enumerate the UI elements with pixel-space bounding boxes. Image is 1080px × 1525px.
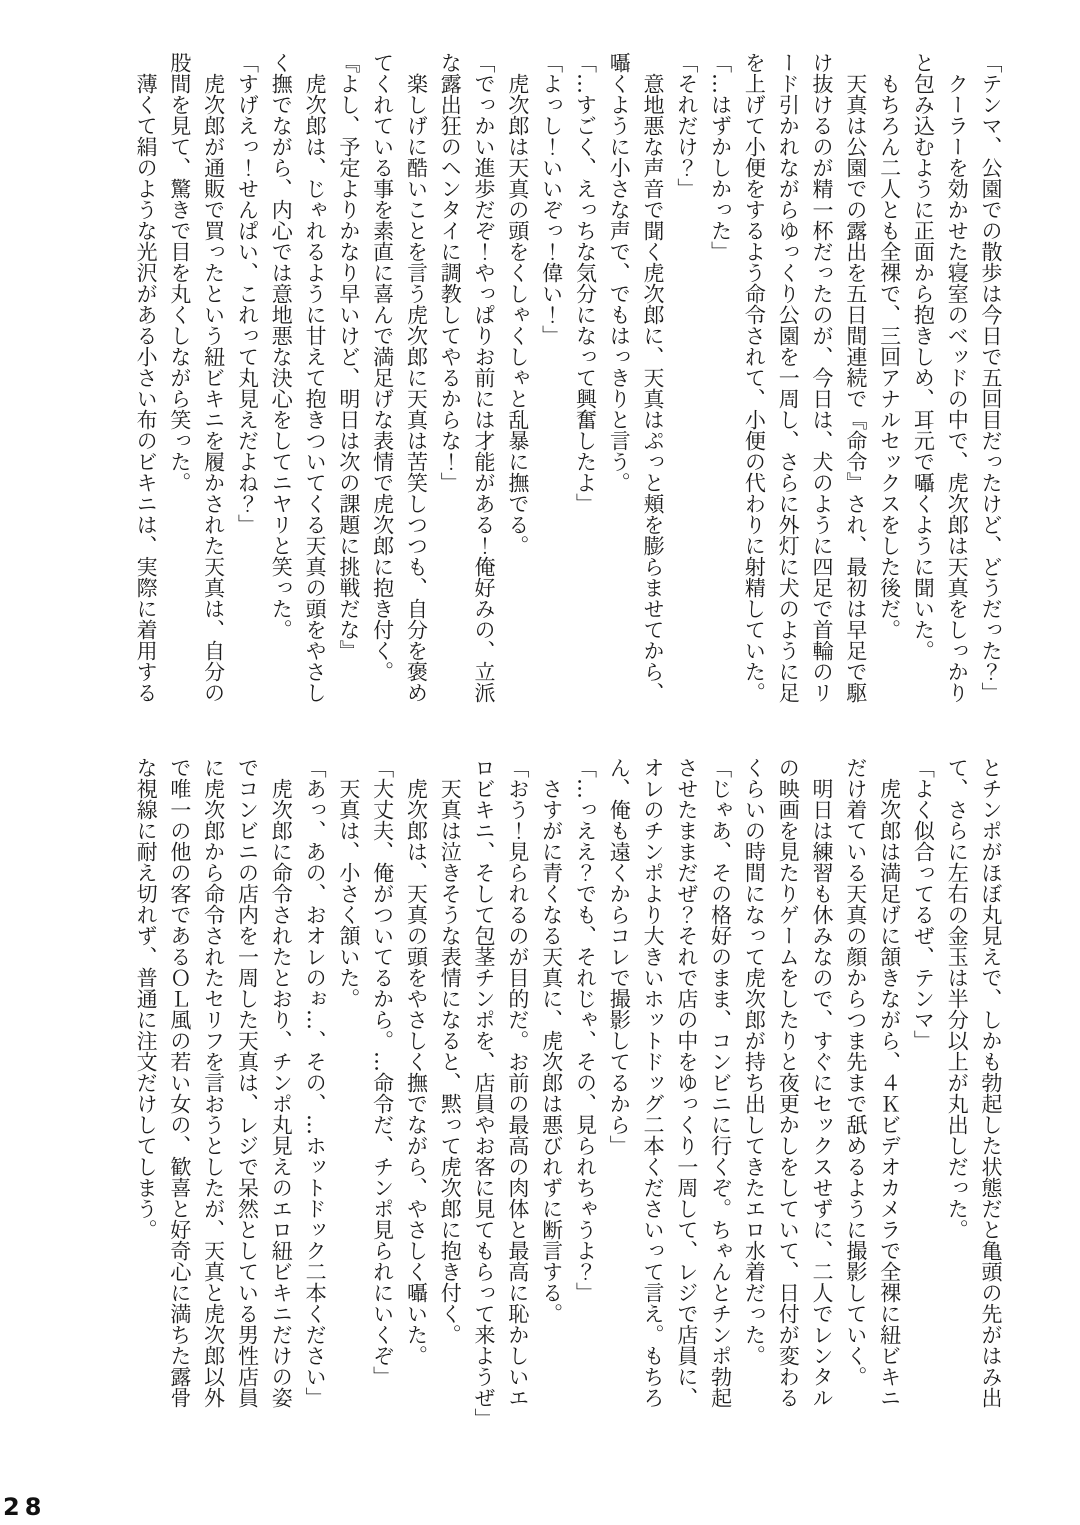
text-line: 「…すごく、えっちな気分になって興奮したよ」 [573, 52, 598, 514]
text-line: 意地悪な声音で聞く虎次郎に、天真はぷっと頬を膨らませてから、 [641, 52, 666, 703]
text-line: 「すげえっ！せんぱい、これって丸見えだよね？」 [235, 52, 260, 535]
text-line: 明日は練習も休みなので、すぐにセックスせずに、二人でレンタル [810, 757, 835, 1408]
text-line: 『よし、予定よりかなり早いけど、明日は次の課題に挑戦だな』 [336, 52, 361, 661]
text-line: 「テンマ、公園での散歩は今日で五回目だったけど、どうだった？」 [979, 52, 1003, 703]
text-line: 天真は、小さく頷いた。 [336, 757, 361, 1009]
text-line: 「よっし！いいぞっ！偉い！」 [539, 52, 564, 346]
text-line: な露出狂のヘンタイに調教してやるからな！」 [438, 52, 463, 493]
text-line: ロビキニ、そして包茎チンポを、店員やお客に見てもらって来ようぜ」 [472, 757, 497, 1429]
vertical-text-block-bottom [128, 757, 1007, 1429]
text-line: 「…っええ？でも、それじゃ、その、見られちゃうよ？」 [573, 757, 598, 1303]
text-line: 「でっかい進歩だぞ！やっぱりお前には才能がある！俺好みの、立派 [472, 52, 497, 703]
text-line: け抜けるのが精一杯だったのが、今日は、犬のように四足で首輪のリ [810, 52, 835, 703]
text-line: てくれている事を素直に喜んで満足げな表情で虎次郎に抱き付く。 [370, 52, 395, 682]
text-line: を上げて小便をするよう命令されて、小便の代わりに射精していた。 [742, 52, 767, 703]
text-line: ん、俺も遠くからコレで撮影してるから」 [607, 757, 632, 1156]
text-line: く撫でながら、内心では意地悪な決心をしてニヤリと笑った。 [269, 52, 294, 640]
text-line: とチンポがほぼ丸見えで、しかも勃起した状態だと亀頭の先がはみ出 [979, 757, 1003, 1408]
text-line: に虎次郎から命令されたセリフを言おうとしたが、天真と虎次郎以外 [201, 757, 226, 1408]
text-line: で唯一の他の客であるＯＬ風の若い女の、歓喜と好奇心に満ちた露骨 [167, 757, 192, 1408]
text-line: 虎次郎は、じゃれるように甘えて抱きついてくる天真の頭をやさし [303, 52, 328, 703]
text-line: オレのチンポより大きいホットドッグ二本くださいって言え。もちろ [641, 757, 666, 1408]
text-line: て、さらに左右の金玉は半分以上が丸出しだった。 [945, 757, 970, 1240]
text-line: 「おう！見られるのが目的だ。お前の最高の肉体と最高に恥かしいエ [505, 757, 530, 1408]
text-line: 「じゃあ、その格好のまま、コンビニに行くぞ。ちゃんとチンポ勃起 [708, 757, 733, 1408]
text-line: させたままだぜ？それで店の中をゆっくり一周して、レジで店員に、 [674, 757, 699, 1408]
text-line: ード引かれながらゆっくり公園を一周し、さらに外灯に犬のように足 [776, 52, 801, 703]
text-line: 天真は公園での露出を五日間連続で『命令』され、最初は早足で駆 [843, 52, 868, 703]
text-line: と包み込むように正面から抱きしめ、耳元で囁くように聞いた。 [911, 52, 936, 661]
text-line: もちろん二人とも全裸で、三回アナルセックスをした後だ。 [877, 52, 902, 640]
text-line: 「…はずかしかった」 [708, 52, 733, 262]
text-line: の映画を見たりゲームをしたりと夜更かしをしていて、日付が変わる [776, 757, 801, 1408]
text-line: 股間を見て、驚きで目を丸くしながら笑った。 [167, 52, 192, 493]
text-line: 薄くて絹のような光沢がある小さい布のビキニは、実際に着用する [134, 52, 159, 703]
vertical-text-block-top [128, 52, 1007, 708]
text-line: 虎次郎は満足げに頷きながら、４Ｋビデオカメラで全裸に紐ビキニ [877, 757, 902, 1408]
text-line: 虎次郎は天真の頭をくしゃくしゃと乱暴に撫でる。 [505, 52, 530, 556]
text-line: でコンビニの店内を一周した天真は、レジで呆然としている男性店員 [235, 757, 260, 1408]
text-line: 楽しげに酷いことを言う虎次郎に天真は苦笑しつつも、自分を褒め [404, 52, 429, 703]
text-line: 虎次郎は、天真の頭をやさしく撫でながら、やさしく囁いた。 [404, 757, 429, 1366]
text-line: 「よく似合ってるぜ、テンマ」 [911, 757, 936, 1051]
text-line: 虎次郎に命令されたとおり、チンポ丸見えのエロ紐ビキニだけの姿 [269, 757, 294, 1408]
text-line: 虎次郎が通販で買ったという紐ビキニを履かされた天真は、自分の [201, 52, 226, 703]
text-line: だけ着ている天真の顔からつま先まで舐めるように撮影していく。 [843, 757, 868, 1387]
text-line: 天真は泣きそうな表情になると、黙って虎次郎に抱き付く。 [438, 757, 463, 1345]
text-line: 囁くように小さな声で、でもはっきりと言う。 [607, 52, 632, 493]
text-line: 「大丈夫、俺がついてるから。…命令だ、チンポ見られにいくぞ」 [370, 757, 395, 1387]
page-number: 28 [3, 1493, 47, 1521]
text-line: クーラーを効かせた寝室のベッドの中で、虎次郎は天真をしっかり [945, 52, 970, 703]
text-line: 「あっ、あの、おオレのぉ…、その、…ホットドック二本ください」 [303, 757, 328, 1408]
text-line: 「それだけ？」 [674, 52, 699, 199]
text-line: くらいの時間になって虎次郎が持ち出してきたエロ水着だった。 [742, 757, 767, 1366]
text-line: さすがに青くなる天真に、虎次郎は悪びれずに断言する。 [539, 757, 564, 1324]
text-line: な視線に耐え切れず、普通に注文だけしてしまう。 [134, 757, 159, 1240]
